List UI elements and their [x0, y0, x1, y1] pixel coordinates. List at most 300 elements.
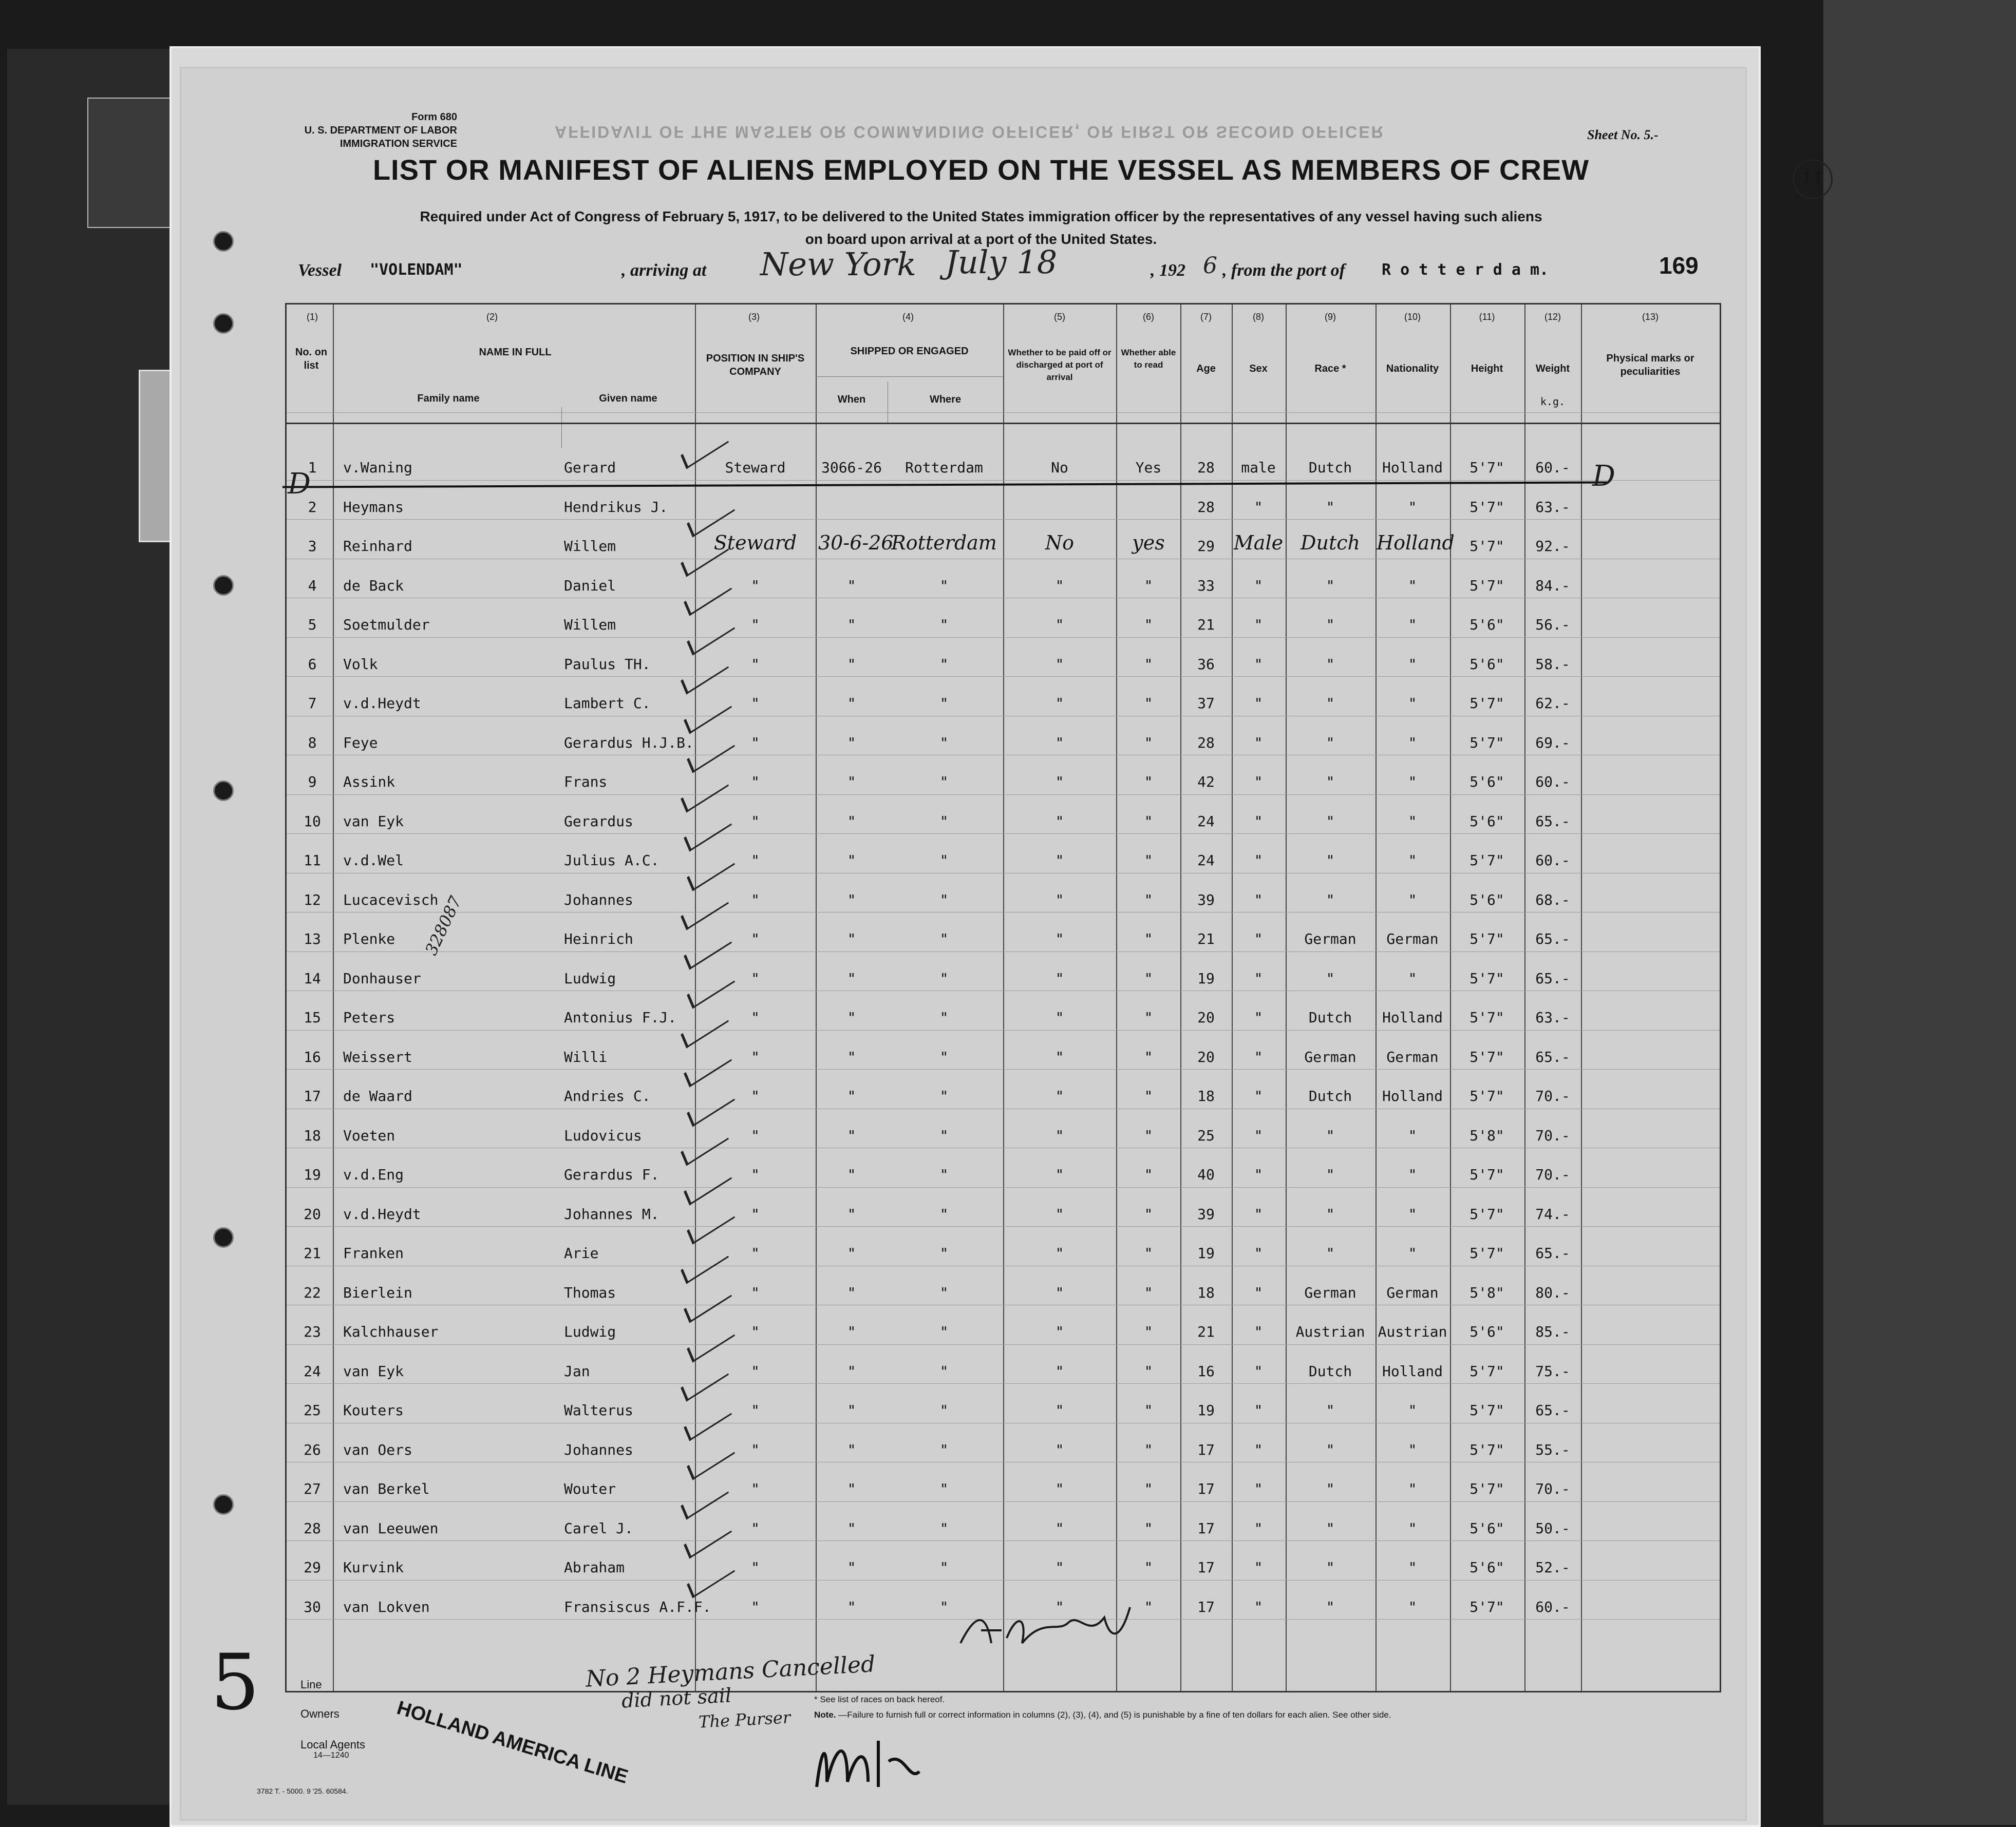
row-number: 8: [308, 734, 317, 751]
weight: 75.-: [1535, 1362, 1570, 1380]
weight: 62.-: [1535, 695, 1570, 712]
sex: male: [1241, 459, 1276, 476]
shipped-where: ": [939, 1205, 949, 1223]
weight: 65.-: [1535, 1402, 1570, 1419]
table-row: [287, 603, 1720, 642]
position: ": [751, 1598, 760, 1615]
able-to-read: ": [1144, 655, 1153, 673]
position: ": [751, 1323, 760, 1340]
shipped-when: ": [847, 773, 856, 790]
given-name: Willem: [564, 616, 616, 633]
weight: 74.-: [1535, 1205, 1570, 1223]
nationality: ": [1408, 616, 1417, 633]
column-header-where: Where: [929, 394, 962, 405]
nationality: ": [1408, 1598, 1417, 1615]
height: 5'7": [1469, 1088, 1504, 1105]
position: ": [751, 1402, 760, 1419]
able-to-read: ": [1144, 1088, 1153, 1105]
row-number: 7: [308, 695, 317, 712]
table-row: [287, 1546, 1720, 1585]
table-row: [287, 446, 1720, 485]
row-number: 22: [304, 1284, 321, 1301]
shipped-when: ": [847, 1048, 856, 1065]
age: 16: [1197, 1362, 1215, 1380]
column-header-family-name: Family name: [417, 393, 480, 404]
height: 5'7": [1469, 695, 1504, 712]
nationality: Holland: [1382, 1362, 1443, 1380]
race: ": [1326, 773, 1335, 790]
row-rule: [287, 1501, 1720, 1502]
column-header-paid-off: Whether to be paid off or discharged at port of arrival: [1008, 348, 1111, 382]
row-number: 25: [304, 1402, 321, 1419]
nationality: ": [1408, 1166, 1417, 1183]
race: ": [1326, 891, 1335, 908]
paid-off: ": [1055, 1441, 1064, 1458]
race: ": [1326, 498, 1335, 516]
able-to-read: Yes: [1135, 459, 1162, 476]
shipped-where: ": [939, 773, 949, 790]
shipped-where: ": [939, 891, 949, 908]
crew-manifest-table: [285, 303, 1721, 1692]
row-number: 6: [308, 655, 317, 673]
family-name: Plenke: [343, 930, 395, 947]
shipped-where: ": [939, 1402, 949, 1419]
paid-off: ": [1055, 1127, 1064, 1144]
family-name: Assink: [343, 773, 395, 790]
age: 28: [1197, 734, 1215, 751]
able-to-read: ": [1144, 1598, 1153, 1615]
shipped-where: ": [939, 1088, 949, 1105]
weight: 63.-: [1535, 1009, 1570, 1026]
age: 19: [1197, 1245, 1215, 1262]
height: 5'7": [1469, 1598, 1504, 1615]
sex: ": [1254, 616, 1263, 633]
punch-hole-icon: [213, 781, 234, 801]
age: 20: [1197, 1009, 1215, 1026]
able-to-read: ": [1144, 891, 1153, 908]
paid-off: ": [1055, 852, 1064, 869]
age: 24: [1197, 852, 1215, 869]
paid-off: ": [1055, 1245, 1064, 1262]
column-number: (5): [1054, 312, 1065, 322]
sex: ": [1254, 1009, 1263, 1026]
nationality: German: [1386, 930, 1439, 947]
given-name: Ludovicus: [564, 1127, 642, 1144]
height: 5'6": [1469, 616, 1504, 633]
paid-off: ": [1055, 969, 1064, 987]
shipped-where: ": [939, 969, 949, 987]
nationality: ": [1408, 577, 1417, 594]
sex: ": [1254, 695, 1263, 712]
height: 5'6": [1469, 1323, 1504, 1340]
weight: 52.-: [1535, 1559, 1570, 1576]
note-text: —Failure to furnish full or correct information in columns (2), (3), (4), and (5) is punishable by a fine of ten dollars for each alien. See other side.: [838, 1710, 1391, 1720]
age: 29: [1197, 538, 1215, 555]
year-digit: 6: [1203, 253, 1217, 279]
nationality: ": [1408, 852, 1417, 869]
age: 28: [1197, 498, 1215, 516]
family-name: Peters: [343, 1009, 395, 1026]
row-rule: [287, 1540, 1720, 1541]
row-number: 28: [304, 1519, 321, 1537]
arrival-date: July 18: [945, 243, 1058, 281]
family-name: Kurvink: [343, 1559, 404, 1576]
cancel-note-line-1: No 2 Heymans Cancelled: [585, 1651, 876, 1692]
sheet-no-label: Sheet No.: [1587, 127, 1641, 142]
table-row: [287, 1192, 1720, 1232]
family-name: Soetmulder: [343, 616, 430, 633]
required-line-1: Required under Act of Congress of February 5, 1917, to be delivered to the United States immigration officer by the representatives of any vessel having such aliens: [420, 208, 1542, 224]
able-to-read: ": [1144, 1441, 1153, 1458]
given-name: Daniel: [564, 577, 616, 594]
shipped-where: ": [939, 1362, 949, 1380]
line-label: Line: [300, 1678, 322, 1691]
nationality: ": [1408, 655, 1417, 673]
family-name: van Leeuwen: [343, 1519, 439, 1537]
column-divider: [561, 407, 562, 448]
paid-off: ": [1055, 891, 1064, 908]
cancel-note-line-3: The Purser: [698, 1707, 792, 1732]
weight: 65.-: [1535, 930, 1570, 947]
row-number: 15: [304, 1009, 321, 1026]
row-rule: [287, 951, 1720, 952]
row-rule: [287, 519, 1720, 520]
position: ": [751, 930, 760, 947]
shipped-when: ": [847, 1480, 856, 1497]
row-rule: [287, 1226, 1720, 1227]
circled-number: 11: [1793, 159, 1833, 199]
column-header-read: Whether able to read: [1121, 348, 1176, 370]
age: 42: [1197, 773, 1215, 790]
table-row: [287, 1310, 1720, 1349]
given-name: Johannes: [564, 1441, 633, 1458]
column-number: (10): [1404, 312, 1421, 322]
given-name: Walterus: [564, 1402, 633, 1419]
able-to-read: ": [1144, 1362, 1153, 1380]
race: ": [1326, 1402, 1335, 1419]
age: 36: [1197, 655, 1215, 673]
age: 25: [1197, 1127, 1215, 1144]
weight: 70.-: [1535, 1127, 1570, 1144]
position: ": [751, 1205, 760, 1223]
column-header-age: Age: [1196, 363, 1216, 374]
shipped-when: ": [847, 1519, 856, 1537]
race: Dutch: [1308, 1362, 1352, 1380]
arriving-label: , arriving at: [621, 261, 707, 280]
print-code: 3782 T. - 5000. 9 '25. 60584.: [257, 1787, 348, 1795]
race: ": [1326, 616, 1335, 633]
family-name: Kouters: [343, 1402, 404, 1419]
weight: 60.-: [1535, 1598, 1570, 1615]
weight: 70.-: [1535, 1166, 1570, 1183]
given-name: Willi: [564, 1048, 608, 1065]
able-to-read: ": [1144, 1559, 1153, 1576]
able-to-read: ": [1144, 616, 1153, 633]
vessel-name: "VOLENDAM": [370, 261, 463, 279]
age: 20: [1197, 1048, 1215, 1065]
shipped-when: ": [847, 852, 856, 869]
sex: ": [1254, 734, 1263, 751]
family-name: Franken: [343, 1245, 404, 1262]
shipped-when: ": [847, 1402, 856, 1419]
height: 5'7": [1469, 1048, 1504, 1065]
given-name: Heinrich: [564, 930, 633, 947]
position: ": [751, 695, 760, 712]
age: 40: [1197, 1166, 1215, 1183]
family-name: Weissert: [343, 1048, 412, 1065]
position: ": [751, 1166, 760, 1183]
shipped-when: ": [847, 695, 856, 712]
sex: ": [1254, 773, 1263, 790]
row-number: 9: [308, 773, 317, 790]
table-row: [287, 721, 1720, 760]
height: 5'6": [1469, 773, 1504, 790]
nationality: ": [1408, 969, 1417, 987]
position: ": [751, 734, 760, 751]
shipped-where: ": [939, 1166, 949, 1183]
race: Dutch: [1308, 1088, 1352, 1105]
row-rule: [287, 833, 1720, 834]
column-header-when: When: [837, 394, 866, 405]
required-line-2: on board upon arrival at a port of the United States.: [805, 231, 1157, 247]
given-name: Antonius F.J.: [564, 1009, 677, 1026]
position: ": [751, 1284, 760, 1301]
paid-off: ": [1055, 1559, 1064, 1576]
row-number: 12: [304, 891, 321, 908]
given-name: Abraham: [564, 1559, 625, 1576]
family-name: van Berkel: [343, 1480, 430, 1497]
given-name: Gerardus H.J.B.: [564, 734, 694, 751]
sex: ": [1254, 1048, 1263, 1065]
able-to-read: ": [1144, 852, 1153, 869]
column-number: (6): [1143, 312, 1154, 322]
able-to-read: ": [1144, 930, 1153, 947]
family-name: van Eyk: [343, 812, 404, 830]
race: ": [1326, 1480, 1335, 1497]
able-to-read: ": [1144, 695, 1153, 712]
sex: ": [1254, 1323, 1263, 1340]
row-number: 11: [304, 852, 321, 869]
height: 5'7": [1469, 1402, 1504, 1419]
column-number: (8): [1253, 312, 1264, 322]
paid-off: ": [1055, 812, 1064, 830]
table-row: [287, 1035, 1720, 1075]
able-to-read: ": [1144, 1166, 1153, 1183]
table-row: [287, 1114, 1720, 1153]
race: Dutch: [1308, 1009, 1352, 1026]
able-to-read: ": [1144, 1245, 1153, 1262]
column-header-weight: Weight: [1535, 363, 1570, 374]
given-name: Willem: [564, 538, 616, 555]
able-to-read: ": [1144, 969, 1153, 987]
table-row: [287, 1231, 1720, 1271]
paid-off: ": [1055, 1480, 1064, 1497]
race: German: [1304, 1048, 1356, 1065]
weight: 60.-: [1535, 773, 1570, 790]
sex: ": [1254, 1441, 1263, 1458]
row-number: 4: [308, 577, 317, 594]
height: 5'7": [1469, 498, 1504, 516]
row-number: 5: [308, 616, 317, 633]
position: ": [751, 852, 760, 869]
table-row: [287, 1467, 1720, 1507]
weight: 84.-: [1535, 577, 1570, 594]
shipped-where: Rotterdam: [905, 459, 983, 476]
vessel-label: Vessel: [298, 261, 342, 280]
shipped-where: ": [939, 1009, 949, 1026]
shipped-when: ": [847, 1441, 856, 1458]
row-number: 2: [308, 498, 317, 516]
given-name: Johannes M.: [564, 1205, 660, 1223]
row-number: 21: [304, 1245, 321, 1262]
height: 5'7": [1469, 969, 1504, 987]
shipped-where: ": [939, 734, 949, 751]
arrival-port: New York: [760, 245, 916, 283]
table-row: [287, 564, 1720, 603]
column-number: (1): [307, 312, 318, 322]
sex: ": [1254, 1205, 1263, 1223]
age: 17: [1197, 1559, 1215, 1576]
paid-off: ": [1055, 1284, 1064, 1301]
row-rule: [287, 1383, 1720, 1384]
shipped-where: ": [939, 1127, 949, 1144]
sex: ": [1254, 1166, 1263, 1183]
family-name: Kalchhauser: [343, 1323, 439, 1340]
family-name: v.Waning: [343, 459, 412, 476]
sex: ": [1254, 891, 1263, 908]
given-name: Hendrikus J.: [564, 498, 668, 516]
row-number: 13: [304, 930, 321, 947]
nationality: ": [1408, 1480, 1417, 1497]
punch-hole-icon: [213, 1227, 234, 1248]
paid-off: ": [1055, 930, 1064, 947]
shipped-where: Rotterdam: [891, 531, 997, 554]
height: 5'8": [1469, 1284, 1504, 1301]
family-name: v.d.Heydt: [343, 1205, 421, 1223]
table-row: [287, 1271, 1720, 1310]
sex: ": [1254, 1519, 1263, 1537]
given-name: Carel J.: [564, 1519, 633, 1537]
position: ": [751, 812, 760, 830]
nationality: Holland: [1382, 1088, 1443, 1105]
paid-off: No: [1051, 459, 1068, 476]
row-rule: [287, 676, 1720, 677]
race: ": [1326, 734, 1335, 751]
sex: ": [1254, 1559, 1263, 1576]
position: ": [751, 1362, 760, 1380]
column-header-height: Height: [1471, 363, 1503, 374]
punch-hole-icon: [213, 1494, 234, 1515]
row-rule: [287, 1069, 1720, 1070]
row-number: 24: [304, 1362, 321, 1380]
height: 5'6": [1469, 891, 1504, 908]
column-header-race: Race *: [1314, 363, 1346, 374]
family-name: Lucacevisch: [343, 891, 439, 908]
able-to-read: ": [1144, 1127, 1153, 1144]
row-number: 26: [304, 1441, 321, 1458]
table-row: [287, 1428, 1720, 1468]
page-title: LIST OR MANIFEST OF ALIENS EMPLOYED ON THE VESSEL AS MEMBERS OF CREW: [372, 154, 1590, 186]
table-row: [287, 524, 1720, 564]
nationality: Holland: [1382, 459, 1443, 476]
given-name: Gerardus: [564, 812, 633, 830]
form-label: [288, 110, 457, 150]
shipped-when: ": [847, 969, 856, 987]
able-to-read: ": [1144, 812, 1153, 830]
age: 21: [1197, 1323, 1215, 1340]
shipped-when: ": [847, 1166, 856, 1183]
position: Steward: [713, 531, 797, 554]
column-header-given-name: Given name: [599, 393, 657, 404]
handwritten-number: 5: [211, 1638, 260, 1727]
column-number: (12): [1544, 312, 1561, 322]
table-row: [287, 760, 1720, 800]
shipped-when: ": [847, 1362, 856, 1380]
weight: 50.-: [1535, 1519, 1570, 1537]
shipped-when: 30-6-26: [818, 531, 894, 554]
race: Dutch: [1308, 459, 1352, 476]
able-to-read: ": [1144, 1480, 1153, 1497]
able-to-read: ": [1144, 1284, 1153, 1301]
height: 5'7": [1469, 930, 1504, 947]
family-name: de Waard: [343, 1088, 412, 1105]
owners-label: Owners: [300, 1707, 340, 1720]
header-rule: [287, 412, 1720, 413]
department-name: U. S. DEPARTMENT OF LABOR: [304, 125, 457, 136]
family-name: Heymans: [343, 498, 404, 516]
shipped-when: ": [847, 1245, 856, 1262]
row-number: 10: [304, 812, 321, 830]
position: ": [751, 1127, 760, 1144]
position: ": [751, 969, 760, 987]
family-name: van Lokven: [343, 1598, 430, 1615]
race: ": [1326, 577, 1335, 594]
row-rule: [287, 1187, 1720, 1188]
given-name: Lambert C.: [564, 695, 651, 712]
nationality: ": [1408, 891, 1417, 908]
row-number: 27: [304, 1480, 321, 1497]
given-name: Julius A.C.: [564, 852, 660, 869]
family-name: v.d.Wel: [343, 852, 404, 869]
able-to-read: ": [1144, 1323, 1153, 1340]
shipped-when: ": [847, 577, 856, 594]
weight: 65.-: [1535, 1245, 1570, 1262]
given-name: Gerard: [564, 459, 616, 476]
holland-america-stamp: HOLLAND AMERICA LINE: [394, 1697, 631, 1788]
sex: Male: [1233, 531, 1284, 554]
row-number: 16: [304, 1048, 321, 1065]
column-header-sex: Sex: [1249, 363, 1268, 374]
column-header-position: POSITION IN SHIP'S COMPANY: [706, 353, 805, 377]
form-number: Form 680: [411, 111, 457, 123]
nationality: ": [1408, 812, 1417, 830]
column-header-nationality: Nationality: [1386, 363, 1439, 374]
table-row: [287, 957, 1720, 996]
nationality: Holland: [1382, 1009, 1443, 1026]
age: 19: [1197, 969, 1215, 987]
height: 5'6": [1469, 1559, 1504, 1576]
table-row: [287, 642, 1720, 682]
scanner-background-left: [7, 49, 192, 1805]
shipped-when: ": [847, 1205, 856, 1223]
height: 5'7": [1469, 1245, 1504, 1262]
given-name: Ludwig: [564, 1323, 616, 1340]
table-row: [287, 485, 1720, 525]
age: 37: [1197, 695, 1215, 712]
sex: ": [1254, 498, 1263, 516]
shipped-where: ": [939, 930, 949, 947]
paid-off: ": [1055, 1598, 1064, 1615]
